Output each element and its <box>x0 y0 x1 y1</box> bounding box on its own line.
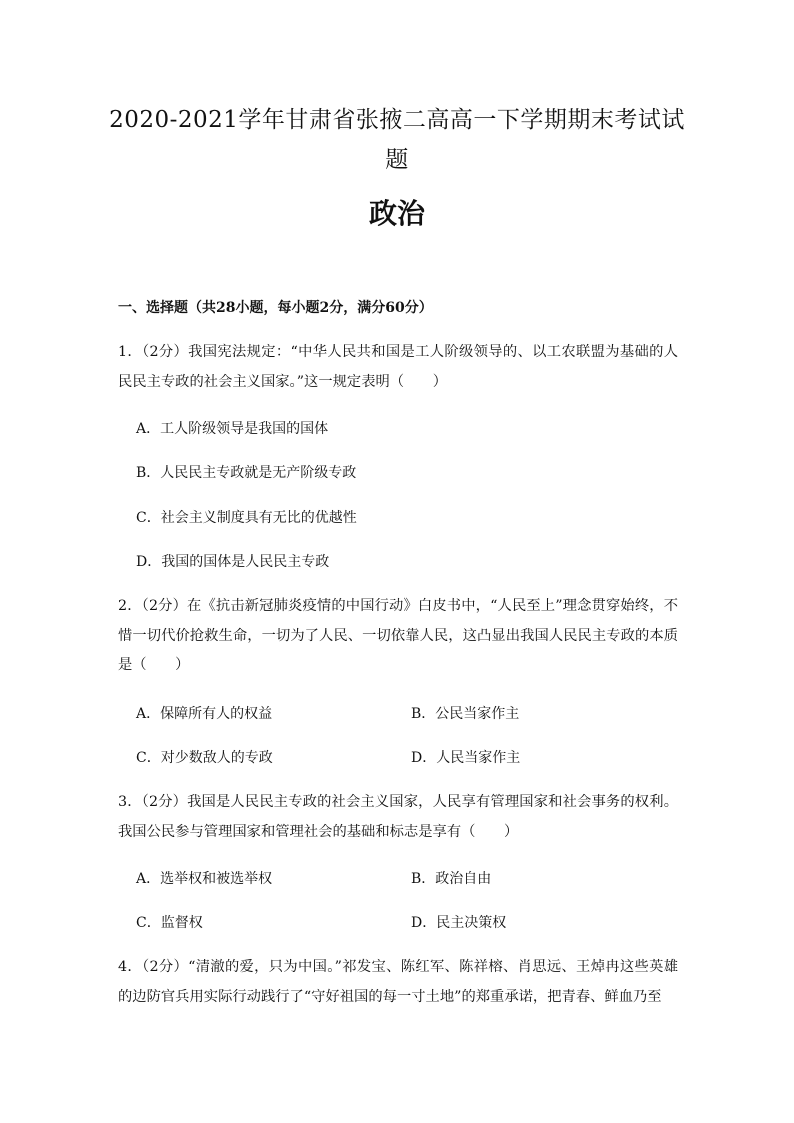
question-1-option-d: D．我国的国体是人民民主专政 <box>136 554 330 570</box>
question-2-option-c: C．对少数敌人的专政 <box>136 750 273 766</box>
question-2-option-d: D．人民当家作主 <box>411 750 521 766</box>
question-1-option-c: C．社会主义制度具有无比的优越性 <box>136 510 357 526</box>
question-2-stem: 2．（2分）在《抗击新冠肺炎疫情的中国行动》白皮书中，“人民至上”理念贯穿始终，不惜一切代价抢救生命，一切为了人民、一切依靠人民，这凸显出我国人民民主专政的本质是（ ） <box>118 598 678 673</box>
question-3-option-d: D．民主决策权 <box>411 915 507 931</box>
question-4-stem: 4．（2分）“清澈的爱，只为中国。”祁发宝、陈红军、陈祥榕、肖思远、王焯冉这些英雄的边防官兵用实际行动践行了“守好祖国的每一寸土地”的郑重承诺，把青春、鲜血乃至 <box>118 959 678 1005</box>
question-1-option-b: B．人民民主专政就是无产阶级专政 <box>136 465 357 481</box>
document-title: 2020-2021学年甘肃省张掖二高高一下学期期末考试试题 <box>109 107 685 173</box>
question-3-option-c: C．监督权 <box>136 915 203 931</box>
subject-title: 政治 <box>368 197 425 230</box>
question-3-option-b: B．政治自由 <box>411 871 492 887</box>
question-2-option-a: A．保障所有人的权益 <box>136 706 273 722</box>
question-3-option-a: A．选举权和被选举权 <box>136 871 273 887</box>
question-1-stem: 1．（2分）我国宪法规定：“中华人民共和国是工人阶级领导的、以工农联盟为基础的人民民主专政的社会主义国家。”这一规定表明（ ） <box>118 344 678 390</box>
section-heading: 一、选择题（共28小题，每小题2分，满分60分） <box>118 300 433 316</box>
question-1-option-a: A．工人阶级领导是我国的国体 <box>136 421 329 437</box>
question-3-stem: 3．（2分）我国是人民民主专政的社会主义国家，人民享有管理国家和社会事务的权利。我国公民参与管理国家和管理社会的基础和标志是享有（ ） <box>118 794 678 840</box>
question-2-option-b: B．公民当家作主 <box>411 706 520 722</box>
